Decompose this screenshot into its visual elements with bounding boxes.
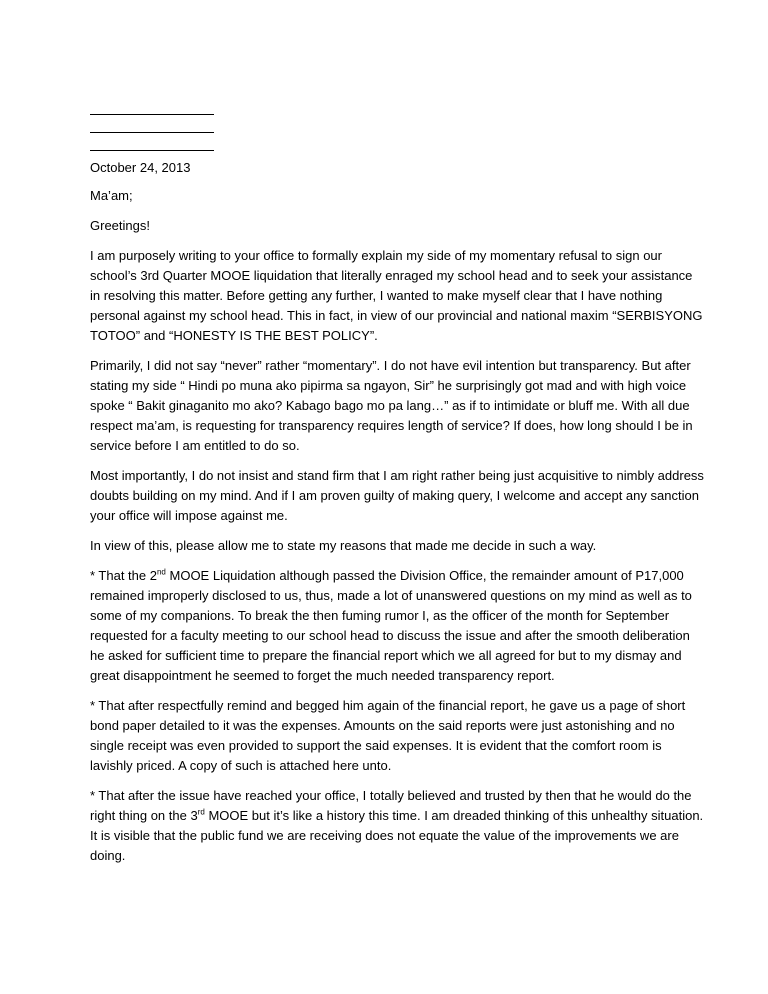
reason-1-ordinal: nd (156, 567, 166, 577)
reason-3-rest: MOOE but it’s like a history this time. I am dreaded thinking of this unhealthy situation. It is visible that the public fund we are receiving does not equate the value of the improvements we are doing. (90, 808, 704, 863)
paragraph-intro: I am purposely writing to your office to formally explain my side of my momentary refusal to sign our school’s 3rd Quarter MOOE liquidation that literally enraged my school head and to seek your assistance in resolving this matter. Before getting any further, I wanted to make myself clear that I have nothing personal against my school head. This in fact, in view of our provincial and national maxim “SERBISYONG TOTOO” and “HONESTY IS THE BEST POLICY”. (90, 248, 703, 343)
paragraph-primarily: Primarily, I did not say “never” rather “momentary”. I do not have evil intention but transparency. But after stating my side “ Hindi po muna ako pipirma sa ngayon, Sir” he surprisingly got mad and with high voice spoke “ Bakit ginaganito mo ako? Kabago bago mo pa lang…” as if to intimidate or bluff me. With all due respect ma’am, is requesting for transparency requires length of service? If does, how long should I be in service before I am entitled to do so. (90, 358, 693, 453)
reason-3-start: * That after the issue have reached your office, I totally believed and trusted by then that he would do the right thing on the 3 (90, 788, 692, 823)
letter-body (90, 158, 705, 876)
reason-3 (90, 786, 705, 866)
reason-1-rest: MOOE Liquidation although passed the Division Office, the remainder amount of P17,000 remained improperly disclosed to us, thus, made a lot of unanswered questions on my mind as well as to some of my companions. To break the then fuming rumor I, as the officer of the month for September requested for a faculty meeting to our school head to discuss the issue and after the smooth deliberation he asked for sufficient time to prepare the financial report which we all agreed for but to my dismay and great disappointment he seemed to forget the much needed transparency report. (90, 568, 692, 683)
paragraph-reasons-intro: In view of this, please allow me to state my reasons that made me decide in such a way. (90, 538, 597, 553)
reason-1-start: * That the 2 (90, 568, 157, 583)
greeting: Greetings! (90, 218, 150, 233)
blank-line (90, 115, 214, 133)
letter-date: October 24, 2013 (90, 160, 191, 175)
recipient-blank-lines (90, 97, 214, 151)
salutation: Ma’am; (90, 188, 133, 203)
reason-1 (90, 566, 705, 686)
reason-2: * That after respectfully remind and begged him again of the financial report, he gave us a page of short bond paper detailed to it was the expenses. Amounts on the said reports were just astonishing and no single receipt was even provided to support the said expenses. It is evident that the comfort room is lavishly priced. A copy of such is attached here unto. (90, 698, 686, 773)
reason-3-ordinal: rd (197, 807, 205, 817)
blank-line (90, 133, 214, 151)
paragraph-importantly: Most importantly, I do not insist and stand firm that I am right rather being just acquisitive to nimbly address doubts building on my mind. And if I am proven guilty of making query, I welcome and accept any sanction your office will impose against me. (90, 468, 704, 523)
blank-line (90, 97, 214, 115)
